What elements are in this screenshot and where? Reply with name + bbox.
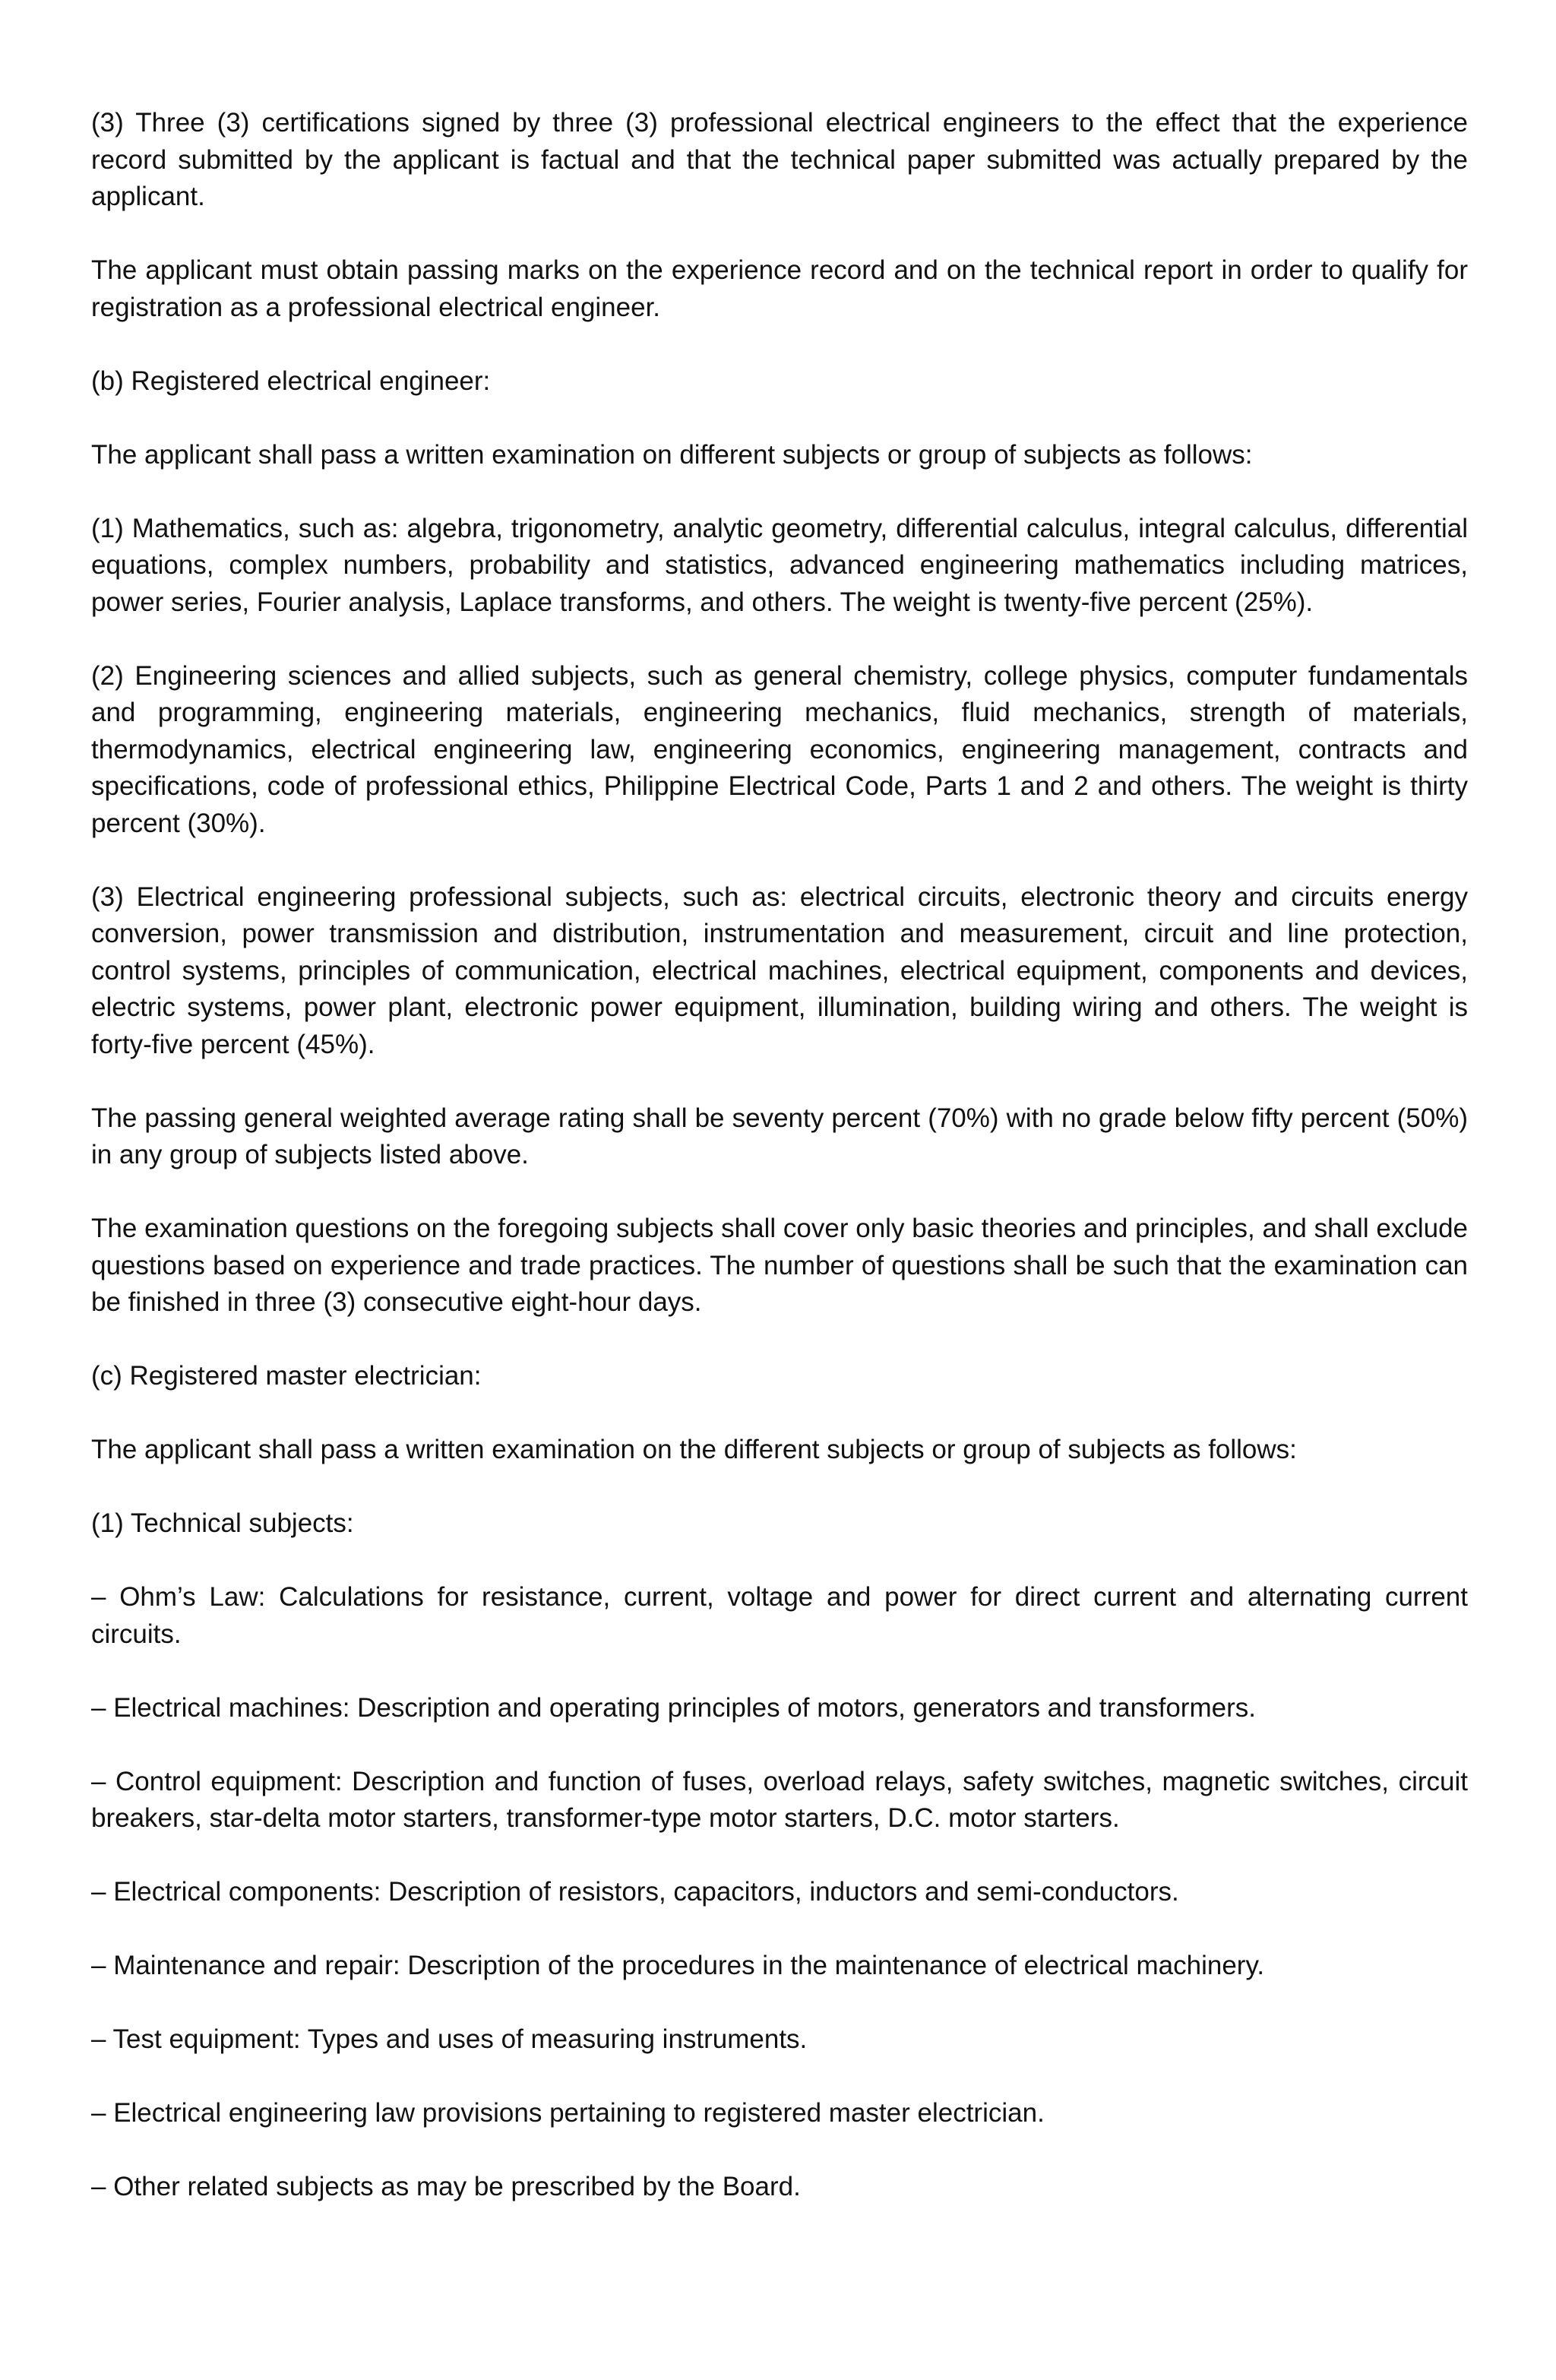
list-item-control-equipment: – Control equipment: Description and function of fuses, overload relays, safety switches, magnetic switches, circuit breakers, star-delta motor starters, transformer-type motor starters, D.C. motor starters. [91,1766,1468,1833]
heading-technical-subjects: (1) Technical subjects: [91,1508,354,1538]
paragraph-ee-professional-subjects: (3) Electrical engineering professional subjects, such as: electrical circuits, electronic theory and circuits energy conversion, power transmission and distribution, instrumentation and measurement, circuit and line protection, control systems, principles of communication, electrical machines, electrical equipment, components and devices, electric systems, power plant, electronic power equipment, illumination, building wiring and others. The weight is forty-five percent (45%). [91,881,1468,1059]
list-item-ee-law-provisions: – Electrical engineering law provisions pertaining to registered master electrician. [91,2098,1045,2128]
list-item-test-equipment: – Test equipment: Types and uses of measuring instruments. [91,2024,808,2054]
paragraph-written-exam-rme: The applicant shall pass a written examination on the different subjects or group of subjects as follows: [91,1435,1297,1464]
heading-registered-master-electrician: (c) Registered master electrician: [91,1361,482,1391]
list-item-ohms-law: – Ohm’s Law: Calculations for resistance, current, voltage and power for direct current and alternating current circuits. [91,1582,1468,1649]
paragraph-passing-marks: The applicant must obtain passing marks on the experience record and on the technical report in order to qualify for registration as a professional electrical engineer. [91,255,1468,322]
list-item-electrical-components: – Electrical components: Description of resistors, capacitors, inductors and semi-conductors. [91,1877,1179,1907]
paragraph-certifications: (3) Three (3) certifications signed by three (3) professional electrical engineers to the effect that the experience record submitted by the applicant is factual and that the technical paper submitted was actually prepared by the applicant. [91,108,1468,211]
list-item-maintenance-repair: – Maintenance and repair: Description of the procedures in the maintenance of electrical machinery. [91,1951,1265,1980]
paragraph-passing-average: The passing general weighted average rating shall be seventy percent (70%) with no grade below fifty percent (50%) in any group of subjects listed above. [91,1103,1468,1169]
paragraph-exam-questions: The examination questions on the foregoing subjects shall cover only basic theories and principles, and shall exclude questions based on experience and trade practices. The number of questions shall be such that the examination can be finished in three (3) consecutive eight-hour days. [91,1214,1468,1317]
heading-registered-electrical-engineer: (b) Registered electrical engineer: [91,366,491,396]
paragraph-mathematics: (1) Mathematics, such as: algebra, trigonometry, analytic geometry, differential calculus, integral calculus, differential equations, complex numbers, probability and statistics, advanced engineering mathematics including matrices, power series, Fourier analysis, Laplace transforms, and others. The weight is twenty-five percent (25%). [91,513,1468,617]
document-page [91,105,1468,2206]
list-item-electrical-machines: – Electrical machines: Description and operating principles of motors, generators and transformers. [91,1692,1256,1723]
paragraph-engineering-sciences: (2) Engineering sciences and allied subjects, such as general chemistry, college physics, computer fundamentals and programming, engineering materials, engineering mechanics, fluid mechanics, strength of materials, thermodynamics, electrical engineering law, engineering economics, engineering management, contracts and specifications, code of professional ethics, Philippine Electrical Code, Parts 1 and 2 and others. The weight is thirty percent (30%). [91,660,1468,838]
list-item-other-subjects: – Other related subjects as may be prescribed by the Board. [91,2172,801,2201]
paragraph-written-exam-ree: The applicant shall pass a written examination on different subjects or group of subjects as follows: [91,439,1253,470]
